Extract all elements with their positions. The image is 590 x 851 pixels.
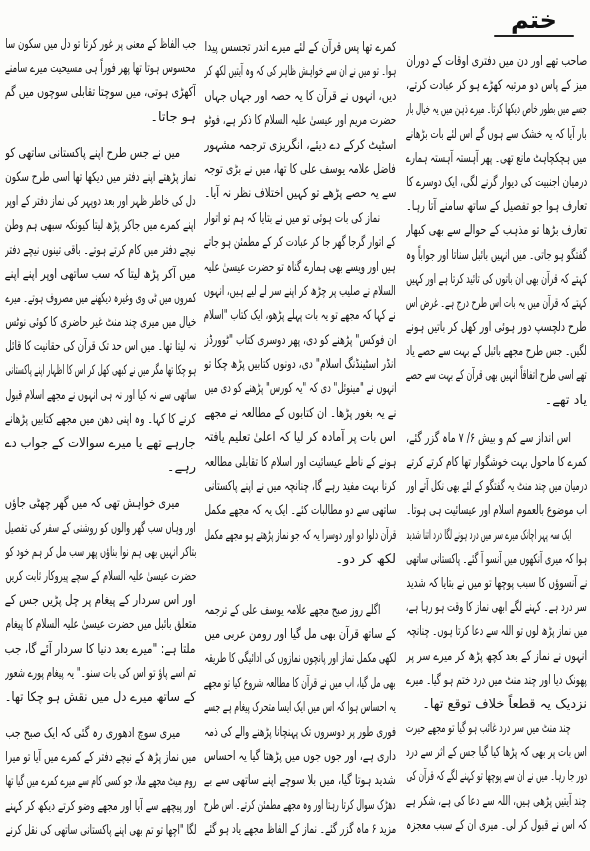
text-line-row (204, 524, 396, 548)
text-line-row (406, 790, 587, 814)
text-line: تھے اسی طرح اتفاقاً انہیں بھی قرآن کے بہت سے حصے (406, 368, 587, 384)
text-line-row (204, 451, 396, 475)
text-line-row (5, 686, 196, 710)
text-line-row (406, 292, 587, 316)
text-line-row (5, 239, 196, 263)
text-line-row (406, 50, 587, 74)
text-line: ساتھی سے دو مطالبات کئے۔ ایک یہ کہ مجھے مکمل (204, 503, 396, 519)
text-line-row (204, 134, 396, 158)
text-line-row (5, 33, 196, 57)
text-line: لکھی مکمل نماز اور پانچوں نمازوں کی ادائیگی کا طریقہ (204, 651, 396, 667)
text-line: تم اسے پاؤ تو اس کی بات سنو۔" یہ پیغام پورے شعور (5, 665, 196, 681)
text-line: کرنا بہت مفید رہے گا، چنانچہ میں نے اپنے پاکستانی (204, 479, 396, 495)
text-line: بار آیا کہ یہ خشک سے ہوں گے اس لئے بات بڑھانے (406, 126, 587, 142)
text-line: دھڑک سوال کرتا رہتا اور وہ مجھے مطمئن کرتے۔ اس طرح (204, 797, 396, 813)
text-line-row (204, 280, 396, 304)
text-line: میز کے پاس دو مرتبہ کھڑے ہو کر عبادت کرتے، (406, 78, 587, 94)
text-line: اپنے کمرے میں جاکر پڑھ لیتا کیونکہ سبھی ہم وطن (5, 218, 196, 234)
text-line: اب موضوع بالعموم اسلام اور عیسائیت ہی ہوتا۔ (406, 503, 587, 519)
text-line-row (406, 548, 587, 572)
text-line-row (5, 214, 196, 238)
text-line: متعلق بائبل میں حضرت عیسیٰ علیہ السلام کا پیغام (5, 617, 196, 633)
text-line-row (406, 717, 587, 741)
text-line-row (406, 620, 587, 644)
text-line: نماز کی بات ہوئی تو میں نے بتایا کہ ہم تو اتوار (204, 210, 380, 226)
paragraph (406, 427, 587, 524)
text-line-row (204, 85, 396, 109)
text-line: تعارف بڑھا تو مذہب کے حوالے سے بھی کبھار (406, 223, 587, 239)
text-line-row (204, 60, 396, 84)
text-line-row (204, 377, 396, 401)
masthead-title: ختم (511, 6, 557, 34)
text-line: انہوں نے نماز کے بعد کچھ پڑھ کر میرے سر پر (406, 648, 587, 664)
text-line-row (204, 426, 396, 450)
text-line-row (204, 182, 396, 206)
text-line: اگلے روز صبح مجھے علامہ یوسف علی کے ترجمہ (204, 602, 380, 618)
text-line-row (5, 638, 196, 662)
text-line: ان فوکس" پڑھنے کو دی، پھر دوسری کتاب "ٹوورڈز (204, 332, 396, 348)
text-line-row (406, 147, 587, 171)
text-line: ملتا ہے: "میرے بعد دنیا کا سردار آئے گا، جب (5, 641, 196, 657)
paragraph-spacer (5, 130, 196, 142)
text-line: روم میٹ مجھے ملا، جو کسی کام سے میرے کمرے میں گیا تھا (5, 774, 196, 790)
text-line-row (204, 207, 396, 231)
text-line-row (204, 672, 396, 696)
text-line-row (406, 244, 587, 268)
text-line-row (406, 171, 587, 195)
text-line: اس انداز سے کم و بیش ۶/ ۷ ماہ گزر گئے، (406, 430, 571, 446)
text-column-right (406, 50, 587, 838)
text-line: بتاکر انہیں بھی ہم نوا بناؤں پھر سب مل کر ہم خود کو (5, 544, 196, 560)
text-line-row (406, 123, 587, 147)
paragraph-spacer (5, 710, 196, 722)
paragraph (204, 599, 396, 843)
text-line: چند آیتیں پڑھی ہیں، اللہ سے دعا کی ہے، شکر ہے (406, 793, 587, 809)
text-line: محسوس ہوتا تھا پھر فوراً ہی مسیحیت میرے سامنے (5, 61, 196, 77)
text-line: یہ احساس ہوا کہ اس میں ایک ایسا متحرک پیغام ہے جسے (204, 700, 396, 716)
text-line: نے کہا کہ مجھے تو یہ بات پہلے پڑھو، ایک کتاب "اسلام (204, 308, 396, 324)
text-line: انڈر اسٹینڈنگ اسلام" دی، دونوں کتابیں پڑھ چکا تو (204, 357, 396, 373)
text-line: خیال میں میری چند منٹ غیر حاضری کا کوئی نوٹس (5, 315, 196, 331)
text-line-row (406, 572, 587, 596)
paragraph-spacer (406, 413, 587, 427)
text-column-left (5, 33, 196, 843)
text-line-row (204, 794, 396, 818)
masthead-swash (494, 35, 574, 37)
text-line: اس بات پر آمادہ کر لیا کہ اعلیٰ تعلیم یافتہ (204, 430, 396, 446)
text-line: حضرت عیسیٰ علیہ السلام کے سچے پیروکار ثابت کریں (5, 568, 196, 584)
text-line-row (406, 693, 587, 717)
text-line: آکھڑی ہوتی، میں سوچتا تقابلی سوچوں میں گم (5, 85, 196, 101)
text-line-row (406, 596, 587, 620)
text-line: یاد تھے۔ (544, 392, 587, 408)
paragraph (406, 524, 587, 718)
text-line-row (406, 195, 587, 219)
text-line-row (5, 311, 196, 335)
text-line: درمیان اجنبیت کی دیوار گرنے لگی، ایک دوسرے کا (406, 174, 587, 190)
text-line-row (5, 263, 196, 287)
text-line: جب الفاظ کے معنی پر غور کرتا تو دل میں سکون سا (5, 37, 196, 52)
text-line-row (204, 721, 396, 745)
paragraph (5, 492, 196, 710)
text-line-row (5, 541, 196, 565)
text-line-row (204, 599, 396, 623)
text-line: اس بات پر بھی کہ پڑھا کیا گیا جس کے اثر سے درد (406, 745, 587, 761)
text-line-row (406, 389, 587, 413)
text-line: کے اتوار گرجا گھر جا کر عبادت کر کے مطمئن ہو جاتے (204, 235, 396, 251)
text-line: اور اس سردار کے پیغام پر چل پڑیں جس کے (5, 593, 196, 609)
text-line: کمرے کا ماحول بہت خوشگوار تھا کام کرتے کرتے (406, 455, 587, 470)
text-line-row (406, 669, 587, 693)
text-line-row (204, 623, 396, 647)
text-line: دیں، انہوں نے قرآن کا یہ حصہ اور جہاں جہاں (204, 88, 396, 104)
text-line: کمروں میں ٹی وی وغیرہ دیکھنے میں مصروف ہوتے۔ میرے (5, 290, 196, 306)
text-line: کرنے کا کہا۔ وہ اپنی دھن میں مجھے کتابیں پڑھانے (5, 411, 196, 427)
text-line-row (406, 451, 587, 475)
text-line-row (5, 287, 196, 311)
text-line-row (5, 662, 196, 686)
text-line: چند منٹ میں سر درد غائب ہو گیا تو مجھے حیرت (406, 721, 571, 737)
text-line: کے ساتھ میرے دل میں نقش ہو چکا تھا۔ (5, 689, 196, 705)
text-line-row (204, 231, 396, 255)
text-line: انہوں نے "مینوئل" دی کہ "یہ کورس" پڑھنے کو دی میں (204, 381, 396, 397)
paragraph (406, 50, 587, 413)
text-line-row (406, 364, 587, 388)
text-line-row (5, 57, 196, 81)
text-line-row (204, 353, 396, 377)
text-line: ہوا۔ تو میں نے ان سے خواہش ظاہر کی کہ وہ آیتیں لکھ کر (204, 64, 396, 80)
text-line-row (5, 408, 196, 432)
text-line: دور جا رہا۔ میں نے ان سے پوچھا تو کہنے لگے کہ قرآن کی (406, 769, 587, 785)
text-line: میں نماز پڑھ کے نیچے دفتر کے کمرے میں آیا تو میرا (5, 750, 196, 766)
text-line-row (204, 304, 396, 328)
text-line-row (5, 492, 196, 516)
text-line: تعارف ہوا جو تفصیل کے ساتھ سامنے آتا رہا۔ (406, 199, 587, 215)
text-line: میں نے جس طرح اپنے پاکستانی ساتھی کو (5, 145, 180, 161)
text-line: میں ہچکچاہٹ مانع تھی۔ پھر آہستہ آہستہ ہمارے (406, 150, 587, 166)
text-line: گفتگو ہو جاتی۔ میں انہیں بائبل سناتا اور جواباً وہ (406, 247, 587, 263)
text-line-row (406, 219, 587, 243)
paragraph-spacer (204, 573, 396, 599)
text-line-row (5, 589, 196, 613)
text-line: نے آنسوؤں کا سبب پوچھا تو میں نے بتایا کہ شدید (406, 575, 587, 591)
text-line: میں آکر پڑھ لیتا کہ سب ساتھی اوپر اپنے اپنے (5, 266, 196, 282)
text-line-row (5, 432, 196, 456)
text-line: کہتے کہ قرآن میں یہ بات اس طرح درج ہے۔ غرض اس (406, 295, 587, 311)
text-line: مزید ۶ ماہ گزر گئے۔ نماز کے الفاظ مجھے یاد ہو گئے (204, 822, 396, 838)
text-line-row (406, 427, 587, 451)
text-line-row (406, 645, 587, 669)
text-line: درمیان میں چند منٹ یہ گفتگو کے لئے بھی نکل آتے اور (406, 479, 587, 495)
text-line-row (204, 745, 396, 769)
text-line: شدید ہوتا گیا، میں بلا سوچے اپنے ساتھی سے بے (204, 773, 396, 789)
text-line-row (406, 765, 587, 789)
text-line: ہونے کے ناطے عیسائیت اور اسلام کا تقابلی مطالعہ (204, 454, 396, 470)
text-line: لگیں۔ جس طرح مجھے بائبل کے بہت سے حصے یاد (406, 344, 587, 360)
text-line: نماز پڑھتے اپنے دفتر میں دیکھا تھا اسی طرح سکون (5, 169, 196, 185)
text-line-row (5, 81, 196, 105)
text-line: میں نماز پڑھ لوں تو اللہ سے دعا کرتا ہوں۔ چنانچہ (406, 624, 587, 640)
text-line: دل کی خاطر ظہر اور بعد دوپہر کی نماز دفتر کے اوپر (5, 194, 196, 210)
masthead-logo (484, 1, 584, 41)
text-line: جسے میں بطور خاص دیکھا کرتا۔ میرے ذہن میں یہ خیال بار (406, 102, 587, 118)
text-line-row (5, 565, 196, 589)
text-line-row (406, 499, 587, 523)
paragraph (204, 36, 396, 207)
paragraph-spacer (5, 480, 196, 492)
text-line-row (204, 329, 396, 353)
paragraph (5, 142, 196, 481)
paragraph (5, 33, 196, 130)
text-line-row (204, 818, 396, 842)
text-line: کہتے کہ قرآن بھی ان باتوں کی تائید کرتا ہے اور کہیں (406, 271, 587, 287)
text-line: کمرے تھا پس قرآن کے لئے میرے اندر تجسس پیدا (204, 40, 396, 55)
text-line-row (5, 722, 196, 746)
text-line-row (204, 696, 396, 720)
text-line-row (5, 335, 196, 359)
text-line-row (406, 475, 587, 499)
text-line: ہو چکا تھا مگر میں نے کبھی کھل کر اس کا اظہار اپنے پاکستانی (5, 363, 196, 379)
text-line-row (5, 517, 196, 541)
text-line-row (5, 795, 196, 819)
text-line: لگا "اچھا تو تم بھی اپنے پاکستانی ساتھی کی نقل کرنے (5, 822, 196, 838)
text-column-middle (204, 36, 396, 843)
text-line: جارہے تھے یا میرے سوالات کے جواب دے (5, 436, 196, 451)
text-line-row (406, 524, 587, 548)
text-line: اسٹیٹ کرکے دے دیئے، انگریزی ترجمہ مشہور (204, 137, 396, 153)
text-line: لکھ کر دو۔ (335, 552, 396, 568)
text-line-row (5, 613, 196, 637)
text-line-row (5, 142, 196, 166)
paragraph (5, 722, 196, 843)
text-line-row (204, 548, 396, 572)
text-line-row (5, 819, 196, 843)
text-line-row (5, 106, 196, 130)
text-line: ایک سہ پہر اچانک میرے سر میں درد ہونے لگا درد اتنا شدید (406, 527, 571, 543)
paragraph (204, 207, 396, 573)
text-line: کے ساتھ قرآن بھی مل گیا اور رومن عربی میں (204, 626, 396, 642)
text-line: بھی مل گیا، اب میں نے قرآن کا مطالعہ شروع کیا تو مجھے (204, 675, 396, 691)
text-line: نہ لیتا تھا۔ میں اس حد تک قرآن کی حقانیت کا قائل (5, 339, 196, 355)
paragraph (406, 717, 587, 838)
text-line-row (204, 109, 396, 133)
text-line: کہ اس نے قبول کر لی۔ میری ان کے سبب معجزہ (406, 817, 587, 833)
text-line-row (5, 746, 196, 770)
text-line-row (204, 647, 396, 671)
text-line-row (204, 158, 396, 182)
text-line: ہو جاتا۔ (150, 109, 196, 125)
text-line: ساتھی سے نہ کیا اور نہ ہی انہوں نے مجھے اسلام قبول (5, 387, 196, 403)
text-line-row (406, 268, 587, 292)
text-line: السلام نے صلیب پر چڑھ کر اپنے سر لے لیے ہیں، انہوں (204, 283, 396, 299)
text-line: حضرت مریم اور عیسیٰ علیہ السلام کا ذکر ہے، فوٹو (204, 113, 396, 129)
text-line: داری ہے، اور جوں جوں میں پڑھتا گیا یہ احساس (204, 748, 396, 764)
text-line: نزدیک یہ قطعاً خلاف توقع تھا۔ (422, 696, 587, 712)
text-line-row (406, 340, 587, 364)
text-line-row (204, 256, 396, 280)
text-line-row (5, 770, 196, 794)
text-line-row (204, 499, 396, 523)
text-line: قرآن دلوا دو اور دوسرا یہ کہ جو نماز پڑھتے ہو مجھے مکمل (204, 527, 396, 543)
text-line-row (5, 190, 196, 214)
text-line: فاضل علامہ یوسف علی کا تھا، میں نے بڑی توجہ (204, 161, 396, 177)
text-line: اور وہاں سب گھر والوں کو روشنی کے سفر کی تفصیل (5, 520, 196, 536)
text-line-row (5, 359, 196, 383)
text-line: ہیں اور ویسے بھی ہمارے گناہ تو حضرت عیسیٰ علیہ (204, 259, 396, 275)
text-line: فوری طور پر دوسروں تک پہنچانا پڑھنے والے کی ذمہ (204, 724, 396, 740)
text-line: اور پیچھے سے آیا اور مجھے وضو کرتے دیکھ کر کہنے (5, 798, 196, 814)
text-line: صاحب تھے اور دن میں دفتری اوقات کے دوران (406, 54, 587, 69)
text-line: میری خواہش تھی کہ میں گھر چھٹی جاؤں (5, 496, 180, 512)
text-line-row (204, 36, 396, 60)
text-line-row (5, 384, 196, 408)
text-line: رہے۔ (166, 460, 196, 476)
text-line: طرح دلچسپ دور ہوئی اور کھل کر باتیں ہونے (406, 320, 587, 336)
text-line-row (204, 769, 396, 793)
text-line-row (406, 74, 587, 98)
text-line: سے یہ حصے پڑھے تو کہیں اختلاف نظر نہ آیا۔ (204, 186, 396, 202)
text-line: ہوا کہ میری آنکھوں میں آنسو آ گئے۔ پاکستانی ساتھی (406, 551, 587, 567)
text-line: پھونک دیا اور چند منٹ میں درد ختم ہو گیا۔ میرے (406, 672, 587, 688)
text-line: نے یہ بغور پڑھا۔ ان کتابوں کے مطالعہ نے مجھے (204, 405, 396, 421)
text-line-row (5, 166, 196, 190)
text-line: نیچے دفتر میں کام کرتے ہوتے۔ باقی تینوں نیچے دفتر (5, 242, 196, 258)
text-line-row (204, 475, 396, 499)
text-line-row (406, 814, 587, 838)
text-line-row (406, 741, 587, 765)
text-line-row (406, 316, 587, 340)
text-line: میری سوچ ادھوری رہ گئی کہ ایک صبح جب (5, 726, 180, 742)
text-line: سر درد ہے۔ کہنے لگے ابھی نماز کا وقت ہو رہا ہے، (406, 600, 587, 616)
text-line-row (204, 402, 396, 426)
text-line-row (406, 98, 587, 122)
text-line-row (5, 456, 196, 480)
